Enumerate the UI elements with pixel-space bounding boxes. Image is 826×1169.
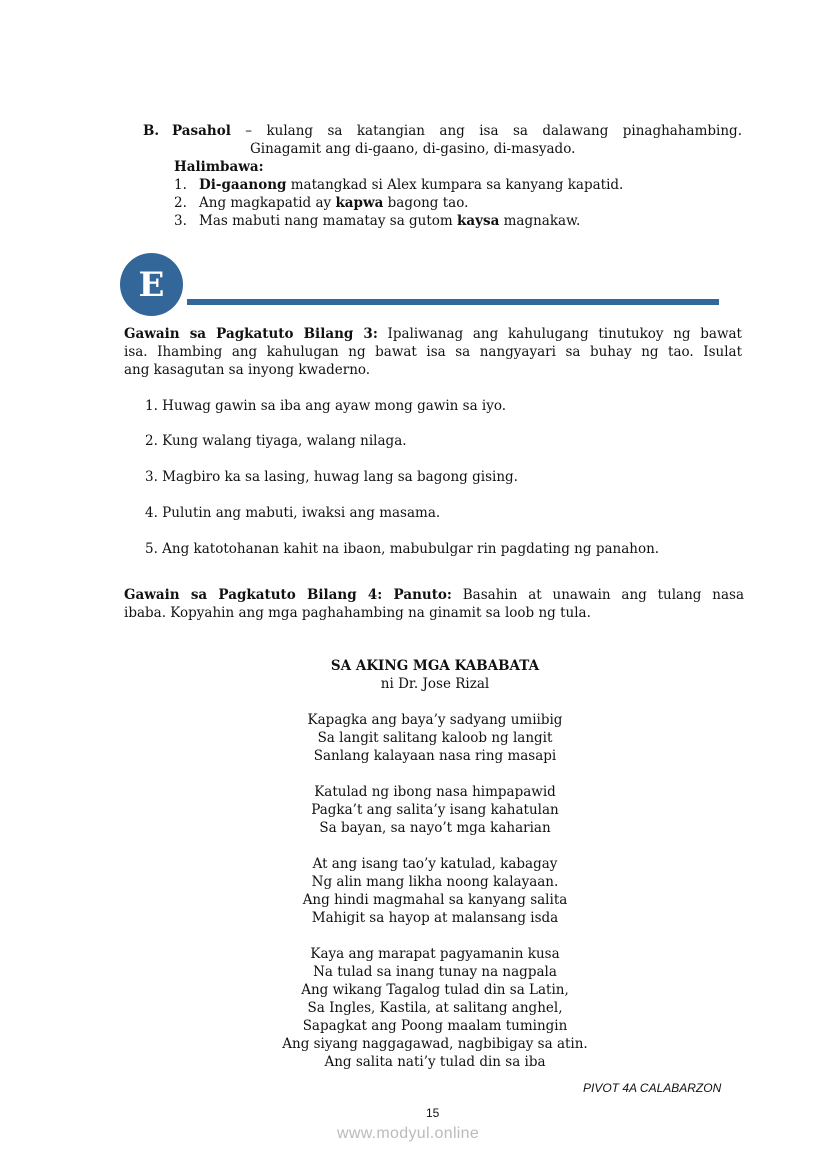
example-item <box>174 212 623 230</box>
example-item <box>174 176 623 194</box>
page-number: 15 <box>426 1106 440 1120</box>
gawain-4-instructions <box>124 586 744 622</box>
example-text: matangkad si Alex kumpara sa kanyang kapatid. <box>286 177 624 193</box>
poem-line: Sanlang kalayaan nasa ring masapi <box>313 748 557 764</box>
gawain-3-line: isa. Ihambing ang kahulugan ng bawat isa sa nangyayari sa buhay ng tao. Isulat <box>124 344 742 360</box>
poem-line: Mahigit sa hayop at malansang isda <box>311 910 559 926</box>
section-b-label: B. <box>143 123 160 139</box>
section-e-badge: E <box>120 253 183 316</box>
footer-brand: PIVOT 4A CALABARZON <box>583 1081 722 1095</box>
watermark: www.modyul.online <box>337 1125 480 1142</box>
poem-line: Na tulad sa inang tunay na nagpala <box>313 964 557 980</box>
poem-stanza <box>235 711 635 765</box>
examples-list <box>174 176 623 230</box>
example-bold: kaysa <box>457 213 500 229</box>
section-b-definition-2: Ginagamit ang di-gaano, di-gasino, di-masyado. <box>250 141 576 157</box>
example-item <box>174 194 623 212</box>
poem-line: Ang wikang Tagalog tulad din sa Latin, <box>301 982 569 998</box>
gawain-4-title: Gawain sa Pagkatuto Bilang 4: Panuto: <box>124 587 452 603</box>
poem-author: ni Dr. Jose Rizal <box>380 676 490 692</box>
poem-line: Ng alin mang likha noong kalayaan. <box>311 874 559 890</box>
example-text: magnakaw. <box>499 213 581 229</box>
gawain-3-item: 3. Magbiro ka sa lasing, huwag lang sa bagong gising. <box>145 469 518 485</box>
poem-stanza <box>235 783 635 837</box>
gawain-3-item: 2. Kung walang tiyaga, walang nilaga. <box>145 433 407 449</box>
gawain-3-instructions <box>124 325 742 379</box>
gawain-3-item: 4. Pulutin ang mabuti, iwaksi ang masama. <box>145 505 441 521</box>
poem-line: Kaya ang marapat pagyamanin kusa <box>310 946 560 962</box>
gawain-4-text: Basahin at unawain ang tulang nasa <box>451 587 744 603</box>
section-divider <box>187 299 719 305</box>
examples-heading: Halimbawa: <box>174 159 264 175</box>
gawain-3-line: ang kasagutan sa inyong kwaderno. <box>124 362 371 378</box>
example-bold: kapwa <box>335 195 384 211</box>
term-pasahol: Pasahol <box>172 123 231 139</box>
gawain-3-line <box>124 325 742 343</box>
poem-line: Sa bayan, sa nayo’t mga kaharian <box>319 820 551 836</box>
poem-title: SA AKING MGA KABABATA <box>330 658 540 674</box>
example-number: 2. <box>174 195 187 211</box>
poem-header <box>235 657 635 693</box>
example-text: bagong tao. <box>383 195 469 211</box>
poem-line: At ang isang tao’y katulad, kabagay <box>312 856 558 872</box>
poem-line: Pagka’t ang salita’y isang kahatulan <box>311 802 559 818</box>
example-bold: Di-gaanong <box>199 177 287 193</box>
gawain-3-item: 1. Huwag gawin sa iba ang ayaw mong gawin sa iyo. <box>145 398 507 414</box>
poem-stanza <box>235 855 635 927</box>
poem-line: Sapagkat ang Poong maalam tumingin <box>302 1018 568 1034</box>
poem-line: Katulad ng ibong nasa himpapawid <box>314 784 556 800</box>
gawain-4-line <box>124 586 744 604</box>
gawain-3-item: 5. Ang katotohanan kahit na ibaon, mabubulgar rin pagdating ng panahon. <box>145 541 660 557</box>
definition-text: – kulang sa katangian ang isa sa dalawang pinaghahambing. <box>230 123 742 139</box>
example-number: 1. <box>174 177 187 193</box>
example-text: Mas mabuti nang mamatay sa gutom <box>199 213 458 229</box>
gawain-4-line: ibaba. Kopyahin ang mga paghahambing na ginamit sa loob ng tula. <box>124 605 591 621</box>
section-b-line1 <box>172 122 742 140</box>
poem-line: Ang siyang naggagawad, nagbibigay sa atin. <box>282 1036 588 1052</box>
poem-line: Kapagka ang baya’y sadyang umiibig <box>307 712 563 728</box>
poem-line: Sa langit salitang kaloob ng langit <box>317 730 553 746</box>
poem-line: Ang hindi magmahal sa kanyang salita <box>302 892 568 908</box>
poem-stanza <box>235 945 635 1071</box>
section-b-definition <box>143 122 742 140</box>
poem-line: Ang salita nati’y tulad din sa iba <box>324 1054 546 1070</box>
poem-line: Sa Ingles, Kastila, at salitang anghel, <box>307 1000 563 1016</box>
example-text: Ang magkapatid ay <box>199 195 336 211</box>
gawain-3-text: Ipaliwanag ang kahulugang tinutukoy ng bawat <box>377 326 742 342</box>
example-number: 3. <box>174 213 187 229</box>
gawain-3-title: Gawain sa Pagkatuto Bilang 3: <box>124 326 378 342</box>
